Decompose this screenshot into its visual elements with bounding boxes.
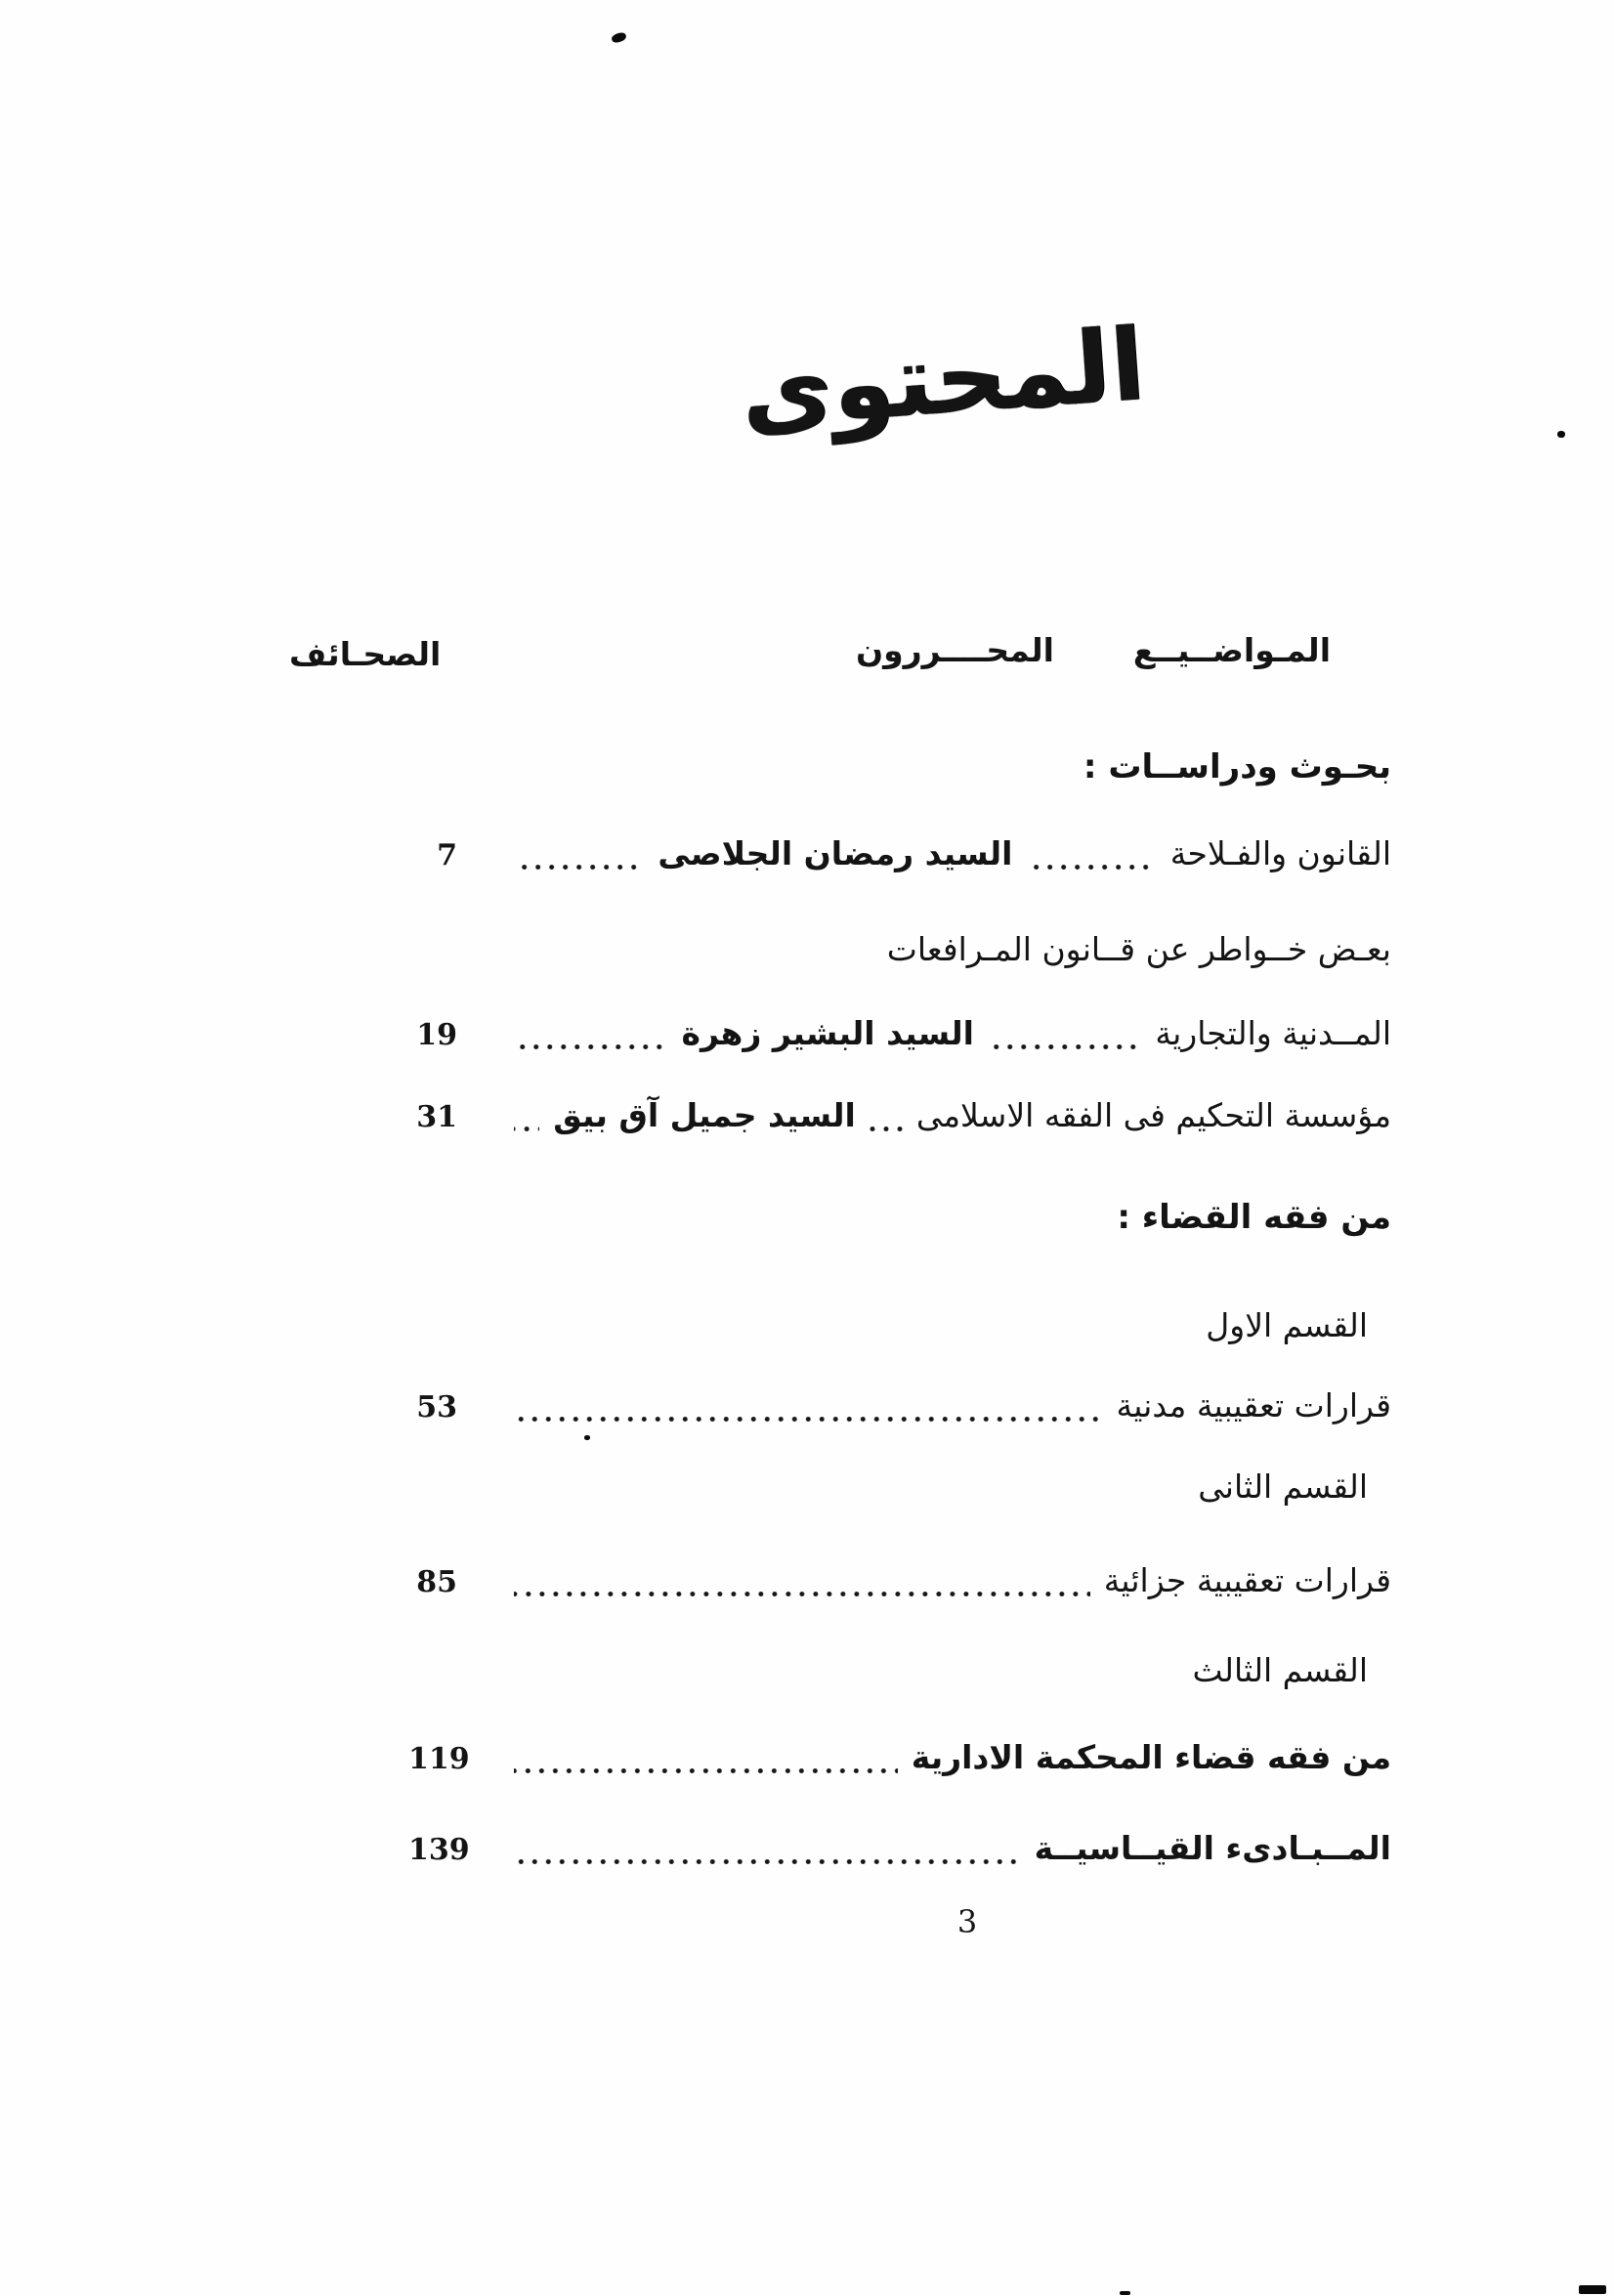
toc-entry-editor: السيد جميل آق بيق [553, 1096, 856, 1134]
section-heading-jurisprudence: من فقه القضاء : [1117, 1198, 1391, 1237]
subheading-part-three: القسم الثالث [1192, 1651, 1368, 1689]
ink-speck [1557, 431, 1565, 438]
toc-entry-topic: القانون والفـلاحة [1169, 834, 1391, 872]
ink-speck [584, 1435, 590, 1440]
dotted-leader [1026, 865, 1156, 870]
toc-entry-topic: المــبـادىء القيــاسيــة [1034, 1829, 1391, 1867]
toc-entry-page: 53 [416, 1390, 457, 1424]
toc-entry-topic: المــدنية والتجارية [1155, 1014, 1391, 1052]
toc-entry [408, 830, 1391, 879]
dotted-leader [514, 1592, 1090, 1596]
dotted-leader [514, 865, 644, 870]
toc-entry [408, 1382, 1391, 1431]
toc-entry-page: 7 [437, 838, 457, 872]
section-heading-research: بحـوث ودراســات : [1083, 747, 1391, 787]
toc-entry-topic: من فقه قضاء المحكمة الادارية [911, 1738, 1391, 1776]
ink-speck [611, 31, 627, 44]
toc-entry [408, 1010, 1391, 1059]
page-title-calligraphy: المحتوى [737, 307, 1149, 451]
scan-edge-artifact [1120, 2291, 1130, 2295]
dotted-leader [514, 1859, 1021, 1864]
toc-entry [408, 1557, 1391, 1606]
column-header-editors: المحــــررون [856, 631, 1054, 669]
toc-entry-editor: السيد البشير زهرة [681, 1014, 974, 1052]
dotted-leader [514, 1127, 539, 1131]
toc-entry-topic: قرارات تعقيبية مدنية [1116, 1386, 1391, 1424]
toc-entry-editor: السيد رمضان الجلاصى [658, 834, 1013, 872]
toc-entry [408, 1092, 1391, 1141]
toc-entry [408, 1825, 1391, 1874]
dotted-leader [514, 1417, 1103, 1422]
dotted-leader [514, 1044, 668, 1049]
footer-page-number: 3 [956, 1903, 978, 1940]
subheading-part-one: القسم الاول [1206, 1306, 1368, 1344]
scan-edge-artifact [1579, 2285, 1606, 2294]
toc-entry-page: 119 [408, 1742, 470, 1776]
toc-entry-page: 31 [416, 1100, 457, 1134]
toc-entry-page: 139 [408, 1833, 470, 1867]
toc-entry [408, 1734, 1391, 1783]
dotted-leader [514, 1768, 898, 1773]
toc-entry-page: 85 [416, 1565, 457, 1599]
toc-entry-page: 19 [416, 1018, 457, 1052]
subheading-part-two: القسم الثانى [1198, 1467, 1368, 1506]
dotted-leader [988, 1044, 1142, 1049]
toc-entry-topic-continuation: بعـض خــواطر عن قــانون المـرافعات [886, 930, 1391, 968]
column-header-pages: الصحـائف [289, 635, 442, 673]
toc-entry-topic: قرارات تعقيبية جزائية [1103, 1561, 1391, 1599]
dotted-leader [870, 1127, 903, 1131]
column-header-topics: المـواضــيــع [1132, 631, 1331, 669]
toc-entry-topic: مؤسسة التحكيم فى الفقه الاسلامى [915, 1096, 1391, 1134]
